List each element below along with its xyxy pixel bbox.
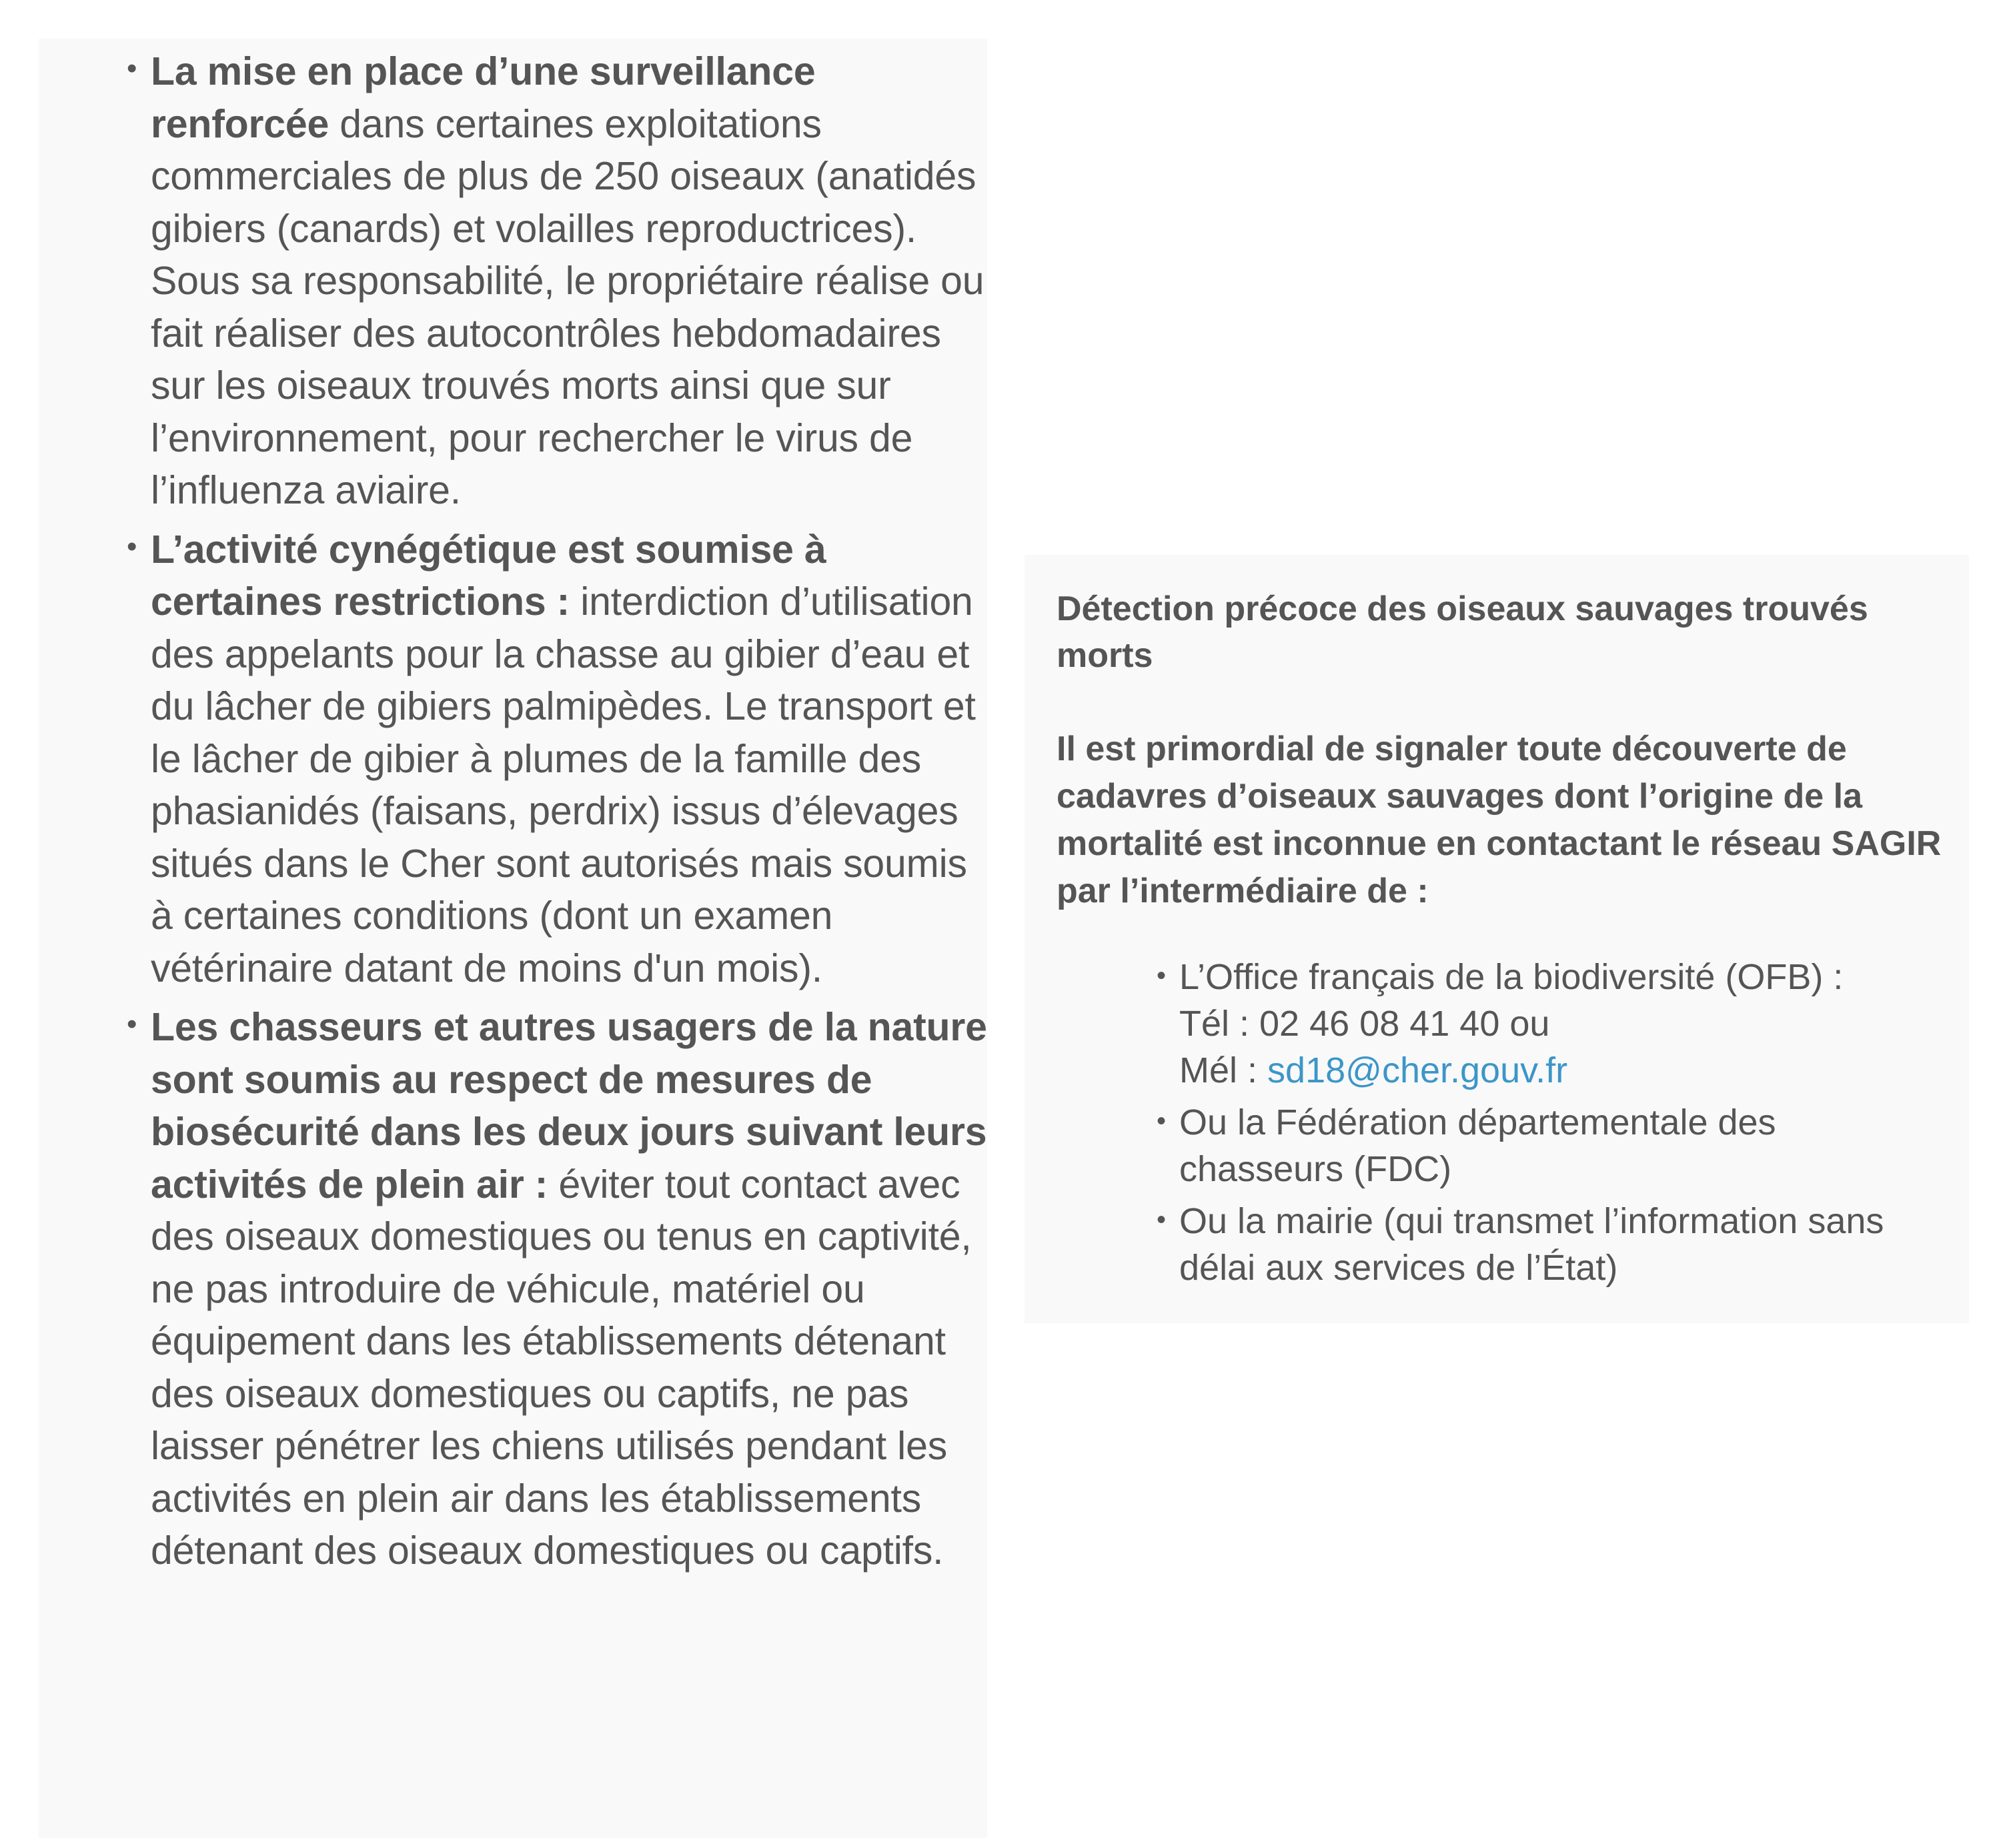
fdc-text: Ou la Fédération départementale des chasseurs (FDC) [1179,1102,1776,1189]
measures-panel [39,39,987,1838]
detection-heading: Détection précoce des oiseaux sauvages trouvés morts [1057,590,1868,675]
measure-text: éviter tout contact avec des oiseaux domestiques ou tenus en captivité, ne pas introduire de véhicule, matériel ou équipement dans les établissements détenant des oiseaux domestiques ou captifs, ne pas laisser pénétrer les chiens utilisés pendant les activités en plein air dans les établissements détenant des oiseaux domestiques ou captifs. [151,1162,972,1573]
measure-title: La mise en place d’une surveillance renforcée [151,49,816,146]
measures-list [125,45,987,1577]
contact-item-ofb [1157,954,1942,1094]
detection-intro: Il est primordial de signaler toute découverte de cadavres d’oiseaux sauvages dont l’origine de la mortalité est inconnue en contactant le réseau SAGIR par l’intermédiaire de : [1057,730,1942,910]
contacts-list [1057,954,1942,1291]
list-item [125,45,987,517]
contact-item-mairie [1157,1198,1942,1291]
measure-text: interdiction d’utilisation des appelants pour la chasse au gibier d’eau et du lâcher de gibiers palmipèdes. Le transport et le lâcher de gibier à plumes de la famille des phasianidés (faisans, perdrix) issus d’élevages situés dans le Cher sont autorisés mais soumis à certaines conditions (dont un examen vétérinaire datant de moins d'un mois). [151,580,976,990]
measure-title: L’activité cynégétique est soumise à certaines restrictions : [151,527,826,624]
ofb-name: • L’Office français de la biodiversité (OFB) : [1179,957,1844,997]
measure-title: Les chasseurs et autres usagers de la nature sont soumis au respect de mesures de biosécurité dans les deux jours suivant leurs activités de plein air : [151,1005,987,1206]
measure-text: dans certaines exploitations commerciales de plus de 250 oiseaux (anatidés gibiers (canards) et volailles reproductrices). Sous sa responsabilité, le propriétaire réalise ou fait réaliser des autocontrôles hebdomadaires sur les oiseaux trouvés morts ainsi que sur l’environnement, pour rechercher le virus de l’influenza aviaire. [151,101,984,512]
mairie-text: Ou la mairie (qui transmet l’information sans délai aux services de l’État) [1179,1201,1884,1288]
list-item [125,524,987,995]
email-label: Mél : [1179,1050,1268,1090]
contact-item-fdc [1157,1099,1942,1192]
list-item [125,1001,987,1577]
ofb-phone: Tél : 02 46 08 41 40 ou [1179,1004,1550,1044]
detection-panel [1025,555,1969,1323]
ofb-email-line [1179,1047,1942,1094]
email-link[interactable]: sd18@cher.gouv.fr [1267,1050,1568,1090]
